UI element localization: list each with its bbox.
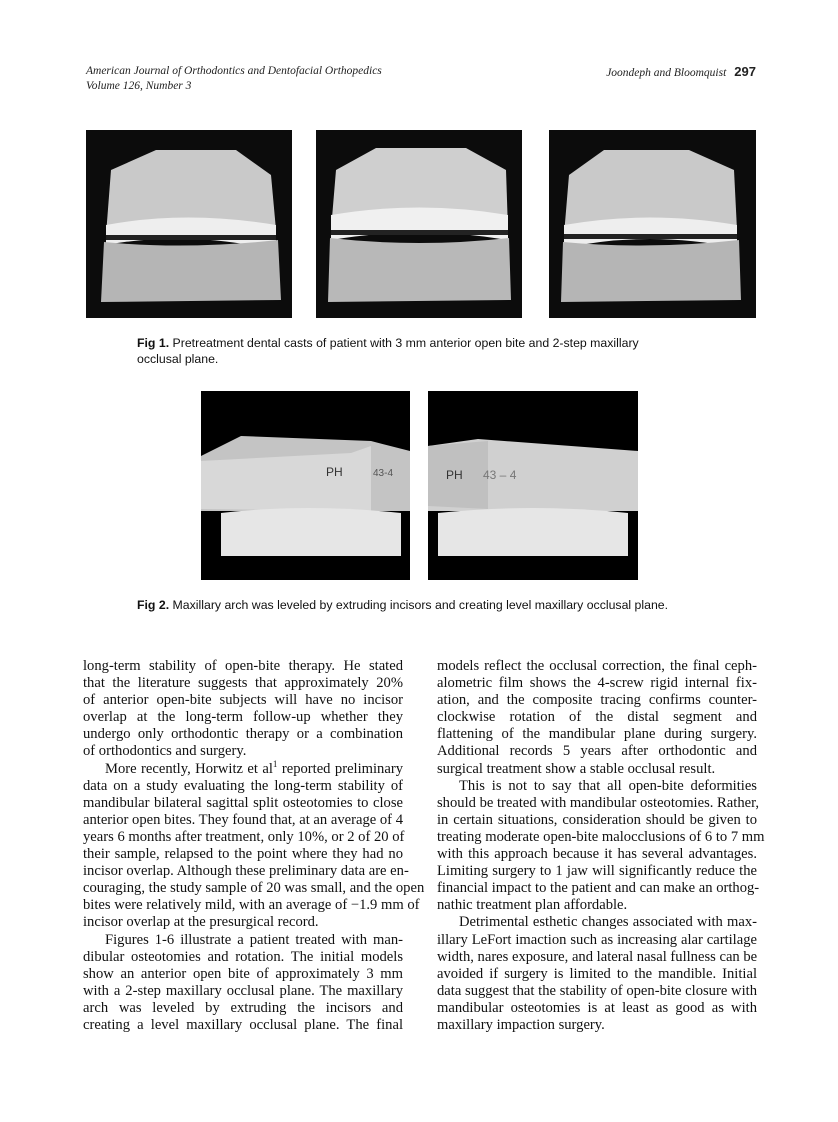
fig1-caption: Fig 1. Pretreatment dental casts of patient with 3 mm anterior open bite and 2-step maxillary occlusal plane. [137, 336, 639, 366]
page-number: 297 [734, 64, 756, 79]
text-line [437, 949, 757, 966]
running-header-journal [86, 64, 382, 94]
journal-name: American Journal of Orthodontics and Dentofacial Orthopedics [86, 65, 382, 77]
line-text: with a 2-step maxillary occlusal plane. The maxillary [83, 982, 403, 999]
text-line [83, 829, 403, 846]
text-line [83, 743, 403, 760]
text-line [83, 812, 403, 829]
line-text: that the literature suggests that approximately 20% [83, 675, 403, 692]
line-text: clockwise rotation of the distal segment and [437, 709, 757, 726]
text-line [83, 726, 403, 743]
line-text: ation, and the composite tracing confirms counter- [437, 692, 757, 709]
text-line [437, 863, 757, 880]
line-text: anterior open bites. They found that, at an average of 4 [83, 811, 403, 828]
text-line [83, 897, 420, 914]
text-line [83, 1000, 403, 1017]
text-line [437, 880, 760, 897]
text-line [83, 949, 403, 966]
line-text: models reflect the occlusal correction, the final ceph- [437, 658, 757, 674]
text-line [83, 1017, 403, 1034]
line-text: reported preliminary [277, 760, 403, 777]
cast-label: PH [446, 468, 463, 482]
line-text: undergo only orthodontic therapy or a combination [83, 726, 403, 743]
fig1-cast-photo-right [86, 130, 292, 318]
line-text: Limiting surgery to 1 jaw will significantly reduce the [437, 863, 757, 880]
line-text: incisor overlap at the presurgical record. [83, 914, 319, 931]
cast-label: 43-4 [373, 468, 394, 479]
text-line [437, 932, 757, 949]
line-text: of orthodontics and surgery. [83, 743, 247, 760]
text-line [83, 778, 403, 795]
text-line [437, 743, 757, 760]
line-text: data suggest that the stability of open-bite closure with [437, 982, 757, 999]
line-text: Additional records 5 years after orthodontic and [437, 743, 757, 760]
text-line [437, 778, 757, 795]
text-line [437, 846, 757, 863]
line-text: mandibular osteotomies is at least as good as with [437, 999, 757, 1016]
line-text: alometric film shows the 4-screw rigid internal fix- [437, 675, 757, 692]
text-line [437, 914, 757, 931]
line-text: should be treated with mandibular osteotomies. Rather, [437, 794, 760, 811]
text-line [83, 983, 403, 1000]
line-text: maxillary impaction surgery. [437, 1016, 605, 1033]
fig2-caption: Fig 2. Maxillary arch was leveled by extruding incisors and creating level maxillary occlusal plane. [137, 598, 669, 612]
fig1-label: Fig 1. [137, 336, 170, 350]
line-text: nathic treatment plan affordable. [437, 897, 628, 914]
fig2-cast-photo-left [201, 391, 410, 580]
text-line [437, 1000, 757, 1017]
text-line [437, 761, 757, 778]
line-text: their sample, relapsed to the point where they had no [83, 846, 403, 863]
body-text-right-column [437, 658, 765, 1034]
text-line [437, 675, 757, 692]
text-line [437, 1017, 757, 1034]
line-text: treating moderate open-bite malocclusions of 6 to 7 mm [437, 828, 765, 845]
fig1-cast-photo-front [316, 130, 522, 318]
text-line [83, 932, 403, 949]
running-header-authors [606, 64, 756, 79]
line-text: dibular osteotomies and rotation. The initial models [83, 948, 403, 965]
line-text: years 6 months after treatment, only 10%, or 2 of 20 of [83, 828, 405, 845]
line-text: surgical treatment show a stable occlusal result. [437, 760, 716, 777]
text-line [437, 983, 757, 1000]
line-text: show an anterior open bite of approximately 3 mm [83, 965, 403, 982]
text-line [83, 658, 403, 675]
text-line [83, 880, 425, 897]
text-line [83, 692, 403, 709]
text-line [83, 709, 403, 726]
text-line [437, 812, 757, 829]
cast-label: 43 – 4 [483, 468, 517, 482]
text-line [83, 914, 403, 931]
fig1-cast-photo-left [549, 130, 756, 318]
fig2-cast-photo-right [428, 391, 638, 580]
line-text: Figures 1-6 illustrate a patient treated with man- [105, 931, 403, 948]
text-line [437, 692, 757, 709]
text-line [83, 675, 403, 692]
line-text: avoided if surgery is limited to the mandible. Initial [437, 965, 757, 982]
text-line [83, 966, 403, 983]
text-line [83, 846, 403, 863]
line-text: This is not to say that all open-bite deformities [459, 777, 757, 794]
line-text: More recently, Horwitz et al [105, 760, 273, 777]
line-text: couraging, the study sample of 20 was small, and the open [83, 880, 425, 897]
line-text: overlap at the long-term follow-up whether they [83, 709, 403, 726]
authors: Joondeph and Bloomquist [606, 67, 727, 79]
line-text: of anterior open-bite subjects will have no incisor [83, 692, 403, 709]
line-text: financial impact to the patient and can make an orthog- [437, 880, 760, 897]
line-text: width, nares exposure, and lateral nasal fullness can be [437, 948, 758, 965]
text-line [437, 709, 757, 726]
text-line [437, 658, 757, 675]
line-text: mandibular bilateral sagittal split osteotomies to close [83, 794, 403, 811]
line-text: arch was leveled by extruding the incisors and [83, 999, 403, 1016]
citation-superscript: 1 [272, 758, 278, 769]
line-text: Detrimental esthetic changes associated with max- [459, 914, 757, 931]
line-text: flattening of the mandibular plane during surgery. [437, 726, 757, 743]
text-line [83, 758, 403, 778]
text-line [437, 897, 757, 914]
line-text: incisor overlap. Although these preliminary data are en- [83, 863, 409, 880]
text-line [437, 828, 765, 846]
line-text: data on a study evaluating the long-term stability of [83, 777, 403, 794]
cast-label: PH [326, 465, 343, 479]
text-line [83, 863, 409, 880]
line-text: bites were relatively mild, with an average of −1.9 mm of [83, 897, 420, 914]
fig2-label: Fig 2. [137, 598, 170, 612]
line-text: in certain situations, consideration should be given to [437, 811, 757, 828]
line-text: creating a level maxillary occlusal plane. The final [83, 1016, 403, 1033]
text-line [437, 966, 757, 983]
line-text: illary LeFort imaction such as increasing alar cartilage [437, 931, 757, 948]
line-text: with this approach because it has several advantages. [437, 846, 757, 863]
text-line [437, 794, 760, 812]
text-line [437, 726, 757, 743]
journal-volume: Volume 126, Number 3 [86, 80, 192, 92]
body-text-left-column [83, 658, 425, 1034]
line-text: long-term stability of open-bite therapy. He stated [83, 658, 403, 674]
text-line [83, 795, 403, 812]
